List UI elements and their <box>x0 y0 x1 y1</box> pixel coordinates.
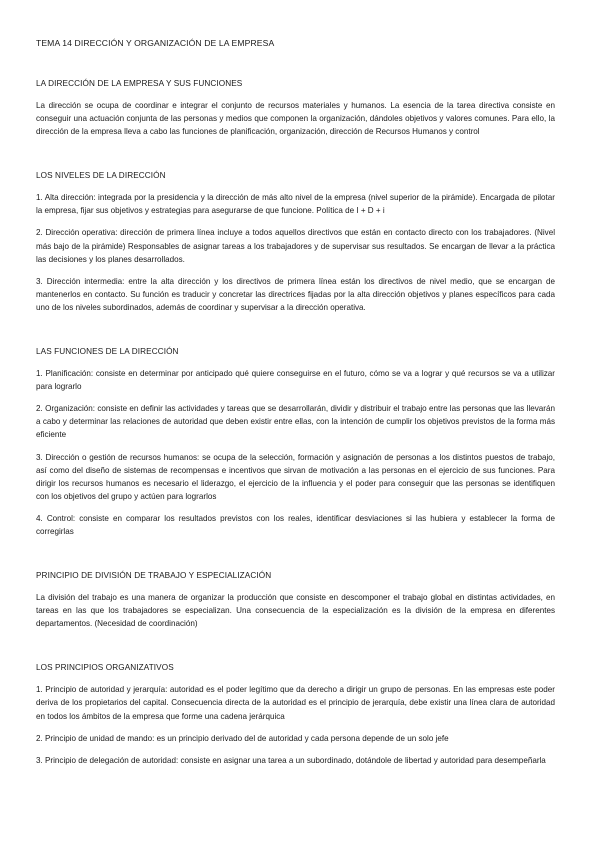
section-division-trabajo <box>36 571 555 630</box>
paragraph: 4. Control: consiste en comparar los resultados previstos con los reales, identificar desviaciones si las hubiera y establecer la forma de corregirlas <box>36 513 555 536</box>
section-heading: LA DIRECCIÓN DE LA EMPRESA Y SUS FUNCIONES <box>36 79 243 88</box>
paragraph: 1. Planificación: consiste en determinar por anticipado qué quiere conseguirse en el futuro, cómo se va a lograr y qué recursos se va a utilizar para lograrlo <box>36 369 555 392</box>
section-heading: PRINCIPIO DE DIVISIÓN DE TRABAJO Y ESPECIALIZACIÓN <box>36 571 272 581</box>
document-title: TEMA 14 DIRECCIÓN Y ORGANIZACIÓN DE LA EMPRESA <box>36 38 275 48</box>
section-heading: LOS PRINCIPIOS ORGANIZATIVOS <box>36 663 174 673</box>
paragraph: La dirección se ocupa de coordinar e integrar el conjunto de recursos materiales y humanos. La esencia de la tarea directiva consiste en conseguir una actuación conjunta de las personas y medios que componen la organización, dándoles objetivos y valores comunes. Para ello, la dirección de la empresa lleva a cabo las funciones de planificación, organización, dirección de Recursos Humanos y control <box>36 101 555 137</box>
section-funciones-direccion <box>36 347 555 538</box>
section-heading: LOS NIVELES DE LA DIRECCIÓN <box>36 171 166 181</box>
paragraph: 3. Dirección intermedia: entre la alta dirección y los directivos de primera línea están los directivos de nivel medio, que se encargan de mantenerlos en contacto. Su función es traducir y concretar las directrices fijadas por la alta dirección objetivos y planes específicos para cada uno de los niveles subordinados, además de coordinar y supervisar a la dirección operativa. <box>36 276 555 312</box>
paragraph: 3. Principio de delegación de autoridad: consiste en asignar una tarea a un subordinado, dotándole de libertad y autoridad para desempeñarla <box>36 755 546 765</box>
section-heading: LAS FUNCIONES DE LA DIRECCIÓN <box>36 347 179 357</box>
paragraph: 1. Alta dirección: integrada por la presidencia y la dirección de más alto nivel de la empresa (nivel superior de la pirámide). Encargada de pilotar la empresa, fijar sus objetivos y estrategias para asegurarse de que funcione. Política de I + D + i <box>36 193 555 216</box>
paragraph: 2. Dirección operativa: dirección de primera línea incluye a todos aquellos directivos que están en contacto directo con los trabajadores. (Nivel más bajo de la pirámide) Responsables de asignar tareas a los trabajadores y de supervisar sus resultados. Se encargan de llevar a la práctica las decisiones y los planes desarrollados. <box>36 228 555 264</box>
paragraph: 1. Principio de autoridad y jerarquía: autoridad es el poder legítimo que da derecho a dirigir un grupo de personas. En las empresas este poder deriva de los propietarios del capital. Consecuencia directa de la autoridad es el principio de jerarquía, debe existir una línea clara de autoridad en todos los ámbitos de la empresa que forme una cadena jerárquica <box>36 685 555 721</box>
section-direccion-funciones <box>36 79 555 138</box>
section-niveles-direccion <box>36 171 555 314</box>
paragraph: 3. Dirección o gestión de recursos humanos: se ocupa de la selección, formación y asignación de personas a los distintos puestos de trabajo, así como del diseño de sistemas de recompensas e incentivos que sirvan de motivación a las personas en el ejercicio de sus funciones. Para dirigir los recursos humanos es necesario el liderazgo, el ejercicio de la influencia y el poder para conseguir que las personas se identifiquen con los objetivos del grupo y actúen para lograrlos <box>36 452 555 501</box>
paragraph: La división del trabajo es una manera de organizar la producción que consiste en descomponer el trabajo global en distintas actividades, en tareas en las que los trabajadores se especializan. Una consecuencia de la especialización es la división de la empresa en diferentes departamentos. (Necesidad de coordinación) <box>36 593 555 629</box>
section-principios-organizativos <box>36 663 555 766</box>
paragraph: 2. Principio de unidad de mando: es un principio derivado del de autoridad y cada persona depende de un solo jefe <box>36 733 449 743</box>
paragraph: 2. Organización: consiste en definir las actividades y tareas que se desarrollarán, dividir y distribuir el trabajo entre las personas que las llevarán a cabo y determinar las relaciones de autoridad que deben existir entre ellas, con la intención de cumplir los objetivos previstos de la forma más eficiente <box>36 404 555 440</box>
